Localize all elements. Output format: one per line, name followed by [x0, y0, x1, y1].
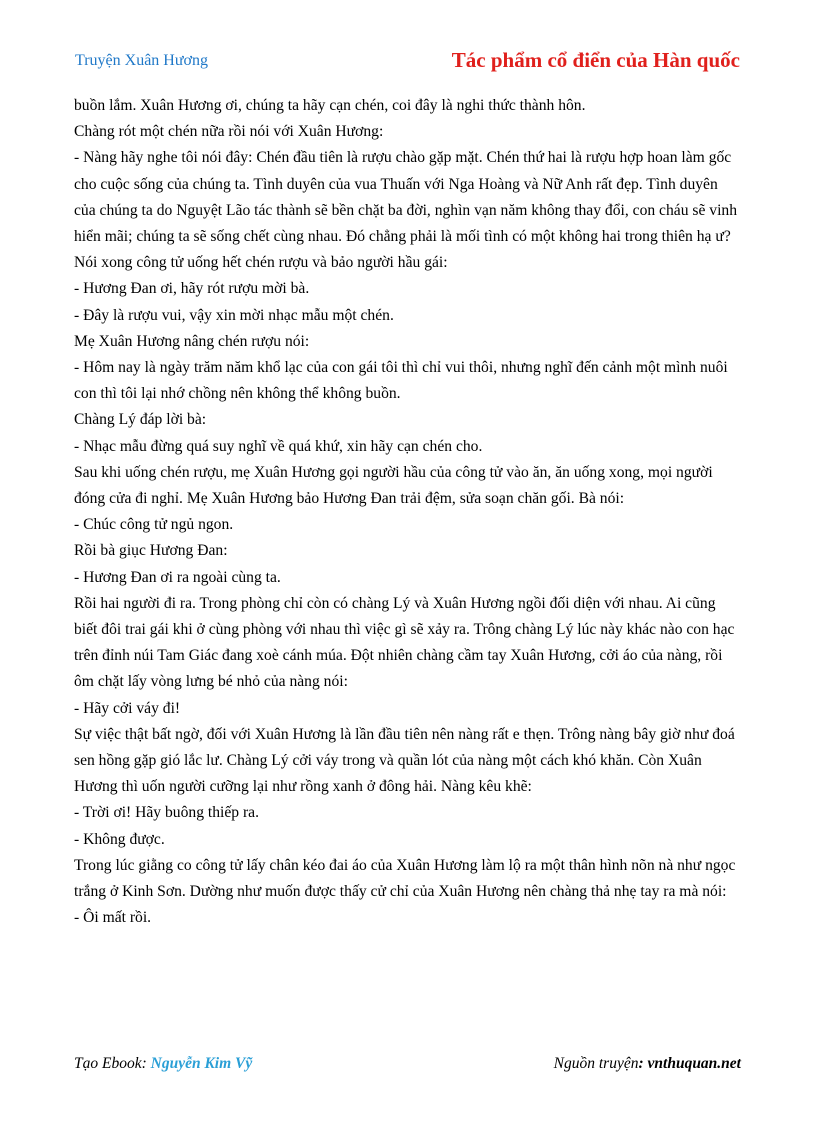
paragraph: Rồi bà giục Hương Đan: [74, 542, 228, 560]
paragraph: - Nàng hãy nghe tôi nói đây: Chén đầu tiên là rượu chào gặp mặt. Chén thứ hai là rượu hợp hoan làm gốc cho cuộc sống của chúng ta. Tình duyên của vua Thuấn với Nga Hoàng và Nữ Anh rất đẹp. Tình duyên của chúng ta do Nguyệt Lão tác thành sẽ bền chặt ba đời, nghìn vạn năm không thay đổi, con cháu sẽ vinh hiển mãi; chúng ta sẽ sống chết cùng nhau. Đó chẳng phải là mối tình có một không hai trong thiên hạ ư? [74, 149, 738, 246]
paragraph: buồn lắm. Xuân Hương ơi, chúng ta hãy cạn chén, coi đây là nghi thức thành hôn. [74, 97, 586, 114]
paragraph: - Hương Đan ơi ra ngoài cùng ta. [74, 568, 281, 586]
paragraph: - Hương Đan ơi, hãy rót rượu mời bà. [74, 280, 310, 298]
header-collection-title: Tác phẩm cổ điển của Hàn quốc [451, 48, 740, 72]
footer-separator: : [141, 1055, 151, 1072]
footer-separator: : [638, 1055, 648, 1072]
paragraph: Mẹ Xuân Hương nâng chén rượu nói: [74, 332, 310, 350]
paragraph: Rồi hai người đi ra. Trong phòng chỉ còn có chàng Lý và Xuân Hương ngồi đối diện với nhau. Ai cũng biết đôi trai gái khi ở cùng phòng với nhau thì việc gì sẽ xảy ra. Trông chàng Lý lúc này khác nào con hạc trên đỉnh núi Tam Giác đang xoè cánh múa. Đột nhiên chàng cầm tay Xuân Hương, cởi áo của nàng, rồi ôm chặt lấy vòng lưng bé nhỏ của nàng nói: [74, 594, 735, 691]
footer-author: Nguyễn Kim Vỹ [150, 1055, 253, 1072]
paragraph: - Đây là rượu vui, vậy xin mời nhạc mẫu một chén. [74, 306, 394, 324]
footer-source-label: Nguồn truyện [553, 1055, 639, 1072]
paragraph: - Không được. [74, 830, 165, 848]
paragraph: Chàng rót một chén nữa rồi nói với Xuân Hương: [74, 123, 384, 141]
footer-ebook-credit [74, 1055, 252, 1073]
paragraph: Sự việc thật bất ngờ, đối với Xuân Hương là lần đầu tiên nên nàng rất e thẹn. Trông nàng bây giờ như đoá sen hồng gặp gió lắc lư. Chàng Lý cởi váy trong và quần lót của nàng một cách khó khăn. Còn Xuân Hương thì uốn người cưỡng lại như rồng xanh ở đông hải. Nàng kêu khẽ: [74, 725, 735, 796]
story-body [74, 93, 742, 932]
paragraph: - Hãy cởi váy đi! [74, 699, 181, 717]
footer-source-credit [554, 1055, 741, 1073]
paragraph: - Hôm nay là ngày trăm năm khổ lạc của con gái tôi thì chỉ vui thôi, nhưng nghĩ đến cảnh một mình nuôi con thì tôi lại nhớ chồng nên không thể không buồn. [74, 359, 728, 403]
paragraph: Sau khi uống chén rượu, mẹ Xuân Hương gọi người hầu của công tử vào ăn, ăn uống xong, mọi người đóng cửa đi nghỉ. Mẹ Xuân Hương bảo Hương Đan trải đệm, sửa soạn chăn gối. Bà nói: [74, 463, 713, 508]
paragraph: - Trời ơi! Hãy buông thiếp ra. [74, 804, 259, 822]
paragraph: - Ôi mất rồi. [74, 909, 152, 927]
footer-ebook-label: Tạo Ebook [74, 1055, 142, 1072]
paragraph: Nói xong công tử uống hết chén rượu và bảo người hầu gái: [74, 254, 448, 272]
footer-source-site: vnthuquan.net [647, 1055, 741, 1072]
paragraph: Chàng Lý đáp lời bà: [74, 411, 207, 429]
paragraph: - Chúc công tử ngủ ngon. [74, 516, 234, 534]
paragraph: Trong lúc giằng co công tử lấy chân kéo đai áo của Xuân Hương làm lộ ra một thân hình nõn nà như ngọc trắng ở Kinh Sơn. Dường như muốn được thấy cử chỉ của Xuân Hương nên chàng thả nhẹ tay ra mà nói: [74, 856, 736, 901]
header-story-title: Truyện Xuân Hương [75, 52, 208, 69]
paragraph: - Nhạc mẫu đừng quá suy nghĩ về quá khứ, xin hãy cạn chén cho. [74, 437, 483, 455]
